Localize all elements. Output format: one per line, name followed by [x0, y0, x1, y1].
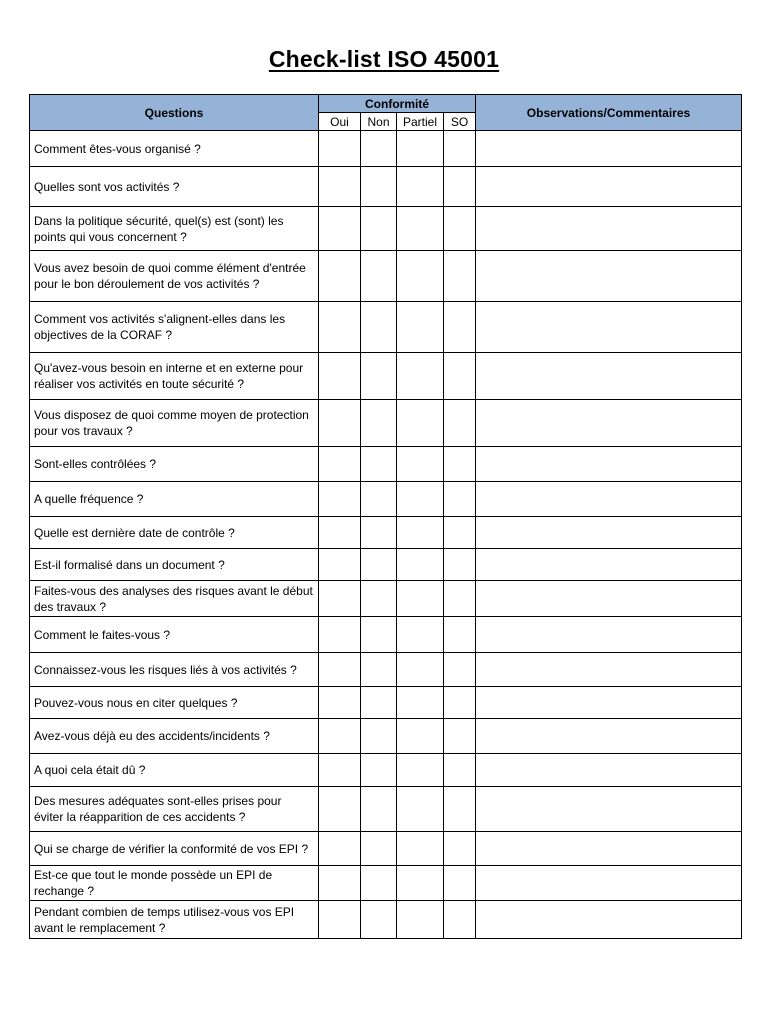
checkbox-cell-non[interactable]	[361, 653, 397, 687]
header-non: Non	[361, 113, 397, 131]
checkbox-cell-so[interactable]	[444, 617, 476, 653]
checkbox-cell-partiel[interactable]	[397, 549, 444, 581]
header-observations: Observations/Commentaires	[476, 95, 742, 131]
checkbox-cell-so[interactable]	[444, 901, 476, 939]
checkbox-cell-non[interactable]	[361, 517, 397, 549]
checkbox-cell-partiel[interactable]	[397, 901, 444, 939]
checkbox-cell-partiel[interactable]	[397, 866, 444, 901]
question-cell: Est-il formalisé dans un document ?	[30, 549, 319, 581]
checkbox-cell-so[interactable]	[444, 517, 476, 549]
table-row	[30, 207, 742, 251]
observation-cell[interactable]	[476, 549, 742, 581]
checkbox-cell-oui[interactable]	[319, 617, 361, 653]
header-so: SO	[444, 113, 476, 131]
checkbox-cell-non[interactable]	[361, 832, 397, 866]
checkbox-cell-so[interactable]	[444, 787, 476, 832]
question-cell: Sont-elles contrôlées ?	[30, 447, 319, 482]
checkbox-cell-oui[interactable]	[319, 302, 361, 353]
checkbox-cell-partiel[interactable]	[397, 581, 444, 617]
table-row	[30, 482, 742, 517]
checkbox-cell-partiel[interactable]	[397, 653, 444, 687]
table-row	[30, 687, 742, 719]
observation-cell[interactable]	[476, 866, 742, 901]
checkbox-cell-oui[interactable]	[319, 482, 361, 517]
table-row	[30, 653, 742, 687]
table-row	[30, 581, 742, 617]
checkbox-cell-oui[interactable]	[319, 400, 361, 447]
checkbox-cell-partiel[interactable]	[397, 832, 444, 866]
observation-cell[interactable]	[476, 251, 742, 302]
table-row	[30, 447, 742, 482]
question-cell: Comment vos activités s'alignent-elles dans les objectives de la CORAF ?	[30, 302, 319, 353]
question-cell: Pouvez-vous nous en citer quelques ?	[30, 687, 319, 719]
checkbox-cell-non[interactable]	[361, 787, 397, 832]
observation-cell[interactable]	[476, 131, 742, 167]
table-row	[30, 131, 742, 167]
checkbox-cell-oui[interactable]	[319, 581, 361, 617]
question-cell: Des mesures adéquates sont-elles prises pour éviter la réapparition de ces accidents ?	[30, 787, 319, 832]
checkbox-cell-non[interactable]	[361, 901, 397, 939]
question-cell: Avez-vous déjà eu des accidents/incidents ?	[30, 719, 319, 754]
checkbox-cell-so[interactable]	[444, 482, 476, 517]
checkbox-cell-oui[interactable]	[319, 832, 361, 866]
checkbox-cell-partiel[interactable]	[397, 251, 444, 302]
table-row	[30, 832, 742, 866]
checkbox-cell-non[interactable]	[361, 207, 397, 251]
checkbox-cell-non[interactable]	[361, 581, 397, 617]
page-title: Check-list ISO 45001	[268, 46, 500, 72]
question-cell: A quoi cela était dû ?	[30, 754, 319, 787]
checkbox-cell-non[interactable]	[361, 617, 397, 653]
checkbox-cell-partiel[interactable]	[397, 617, 444, 653]
checkbox-cell-so[interactable]	[444, 866, 476, 901]
checkbox-cell-so[interactable]	[444, 447, 476, 482]
header-questions: Questions	[30, 95, 319, 131]
checkbox-cell-so[interactable]	[444, 687, 476, 719]
table-row	[30, 754, 742, 787]
observation-cell[interactable]	[476, 353, 742, 400]
observation-cell[interactable]	[476, 302, 742, 353]
checkbox-cell-oui[interactable]	[319, 866, 361, 901]
checkbox-cell-so[interactable]	[444, 653, 476, 687]
observation-cell[interactable]	[476, 754, 742, 787]
checkbox-cell-oui[interactable]	[319, 131, 361, 167]
checkbox-cell-so[interactable]	[444, 251, 476, 302]
header-conformite: Conformité	[319, 95, 476, 113]
question-cell: Est-ce que tout le monde possède un EPI de rechange ?	[30, 866, 319, 901]
question-cell: Vous avez besoin de quoi comme élément d'entrée pour le bon déroulement de vos activités ?	[30, 251, 319, 302]
checkbox-cell-non[interactable]	[361, 754, 397, 787]
checkbox-cell-partiel[interactable]	[397, 719, 444, 754]
checklist-table	[29, 94, 742, 939]
checkbox-cell-so[interactable]	[444, 207, 476, 251]
checkbox-cell-partiel[interactable]	[397, 754, 444, 787]
checkbox-cell-partiel[interactable]	[397, 447, 444, 482]
observation-cell[interactable]	[476, 687, 742, 719]
checkbox-cell-partiel[interactable]	[397, 687, 444, 719]
table-row	[30, 901, 742, 939]
table-row	[30, 719, 742, 754]
table-row	[30, 549, 742, 581]
checkbox-cell-so[interactable]	[444, 719, 476, 754]
checkbox-cell-partiel[interactable]	[397, 353, 444, 400]
checkbox-cell-so[interactable]	[444, 131, 476, 167]
table-row	[30, 617, 742, 653]
observation-cell[interactable]	[476, 617, 742, 653]
question-cell: Qu'avez-vous besoin en interne et en externe pour réaliser vos activités en toute sécurité ?	[30, 353, 319, 400]
table-row	[30, 353, 742, 400]
observation-cell[interactable]	[476, 787, 742, 832]
table-row	[30, 400, 742, 447]
table-row	[30, 302, 742, 353]
checkbox-cell-non[interactable]	[361, 400, 397, 447]
checkbox-cell-partiel[interactable]	[397, 302, 444, 353]
checkbox-cell-oui[interactable]	[319, 517, 361, 549]
checkbox-cell-partiel[interactable]	[397, 400, 444, 447]
checkbox-cell-partiel[interactable]	[397, 167, 444, 207]
checkbox-cell-non[interactable]	[361, 131, 397, 167]
header-partiel: Partiel	[397, 113, 444, 131]
question-cell: Pendant combien de temps utilisez-vous vos EPI avant le remplacement ?	[30, 901, 319, 939]
checkbox-cell-partiel[interactable]	[397, 482, 444, 517]
table-row	[30, 866, 742, 901]
checkbox-cell-non[interactable]	[361, 353, 397, 400]
checkbox-cell-oui[interactable]	[319, 251, 361, 302]
checkbox-cell-partiel[interactable]	[397, 207, 444, 251]
question-cell: Vous disposez de quoi comme moyen de protection pour vos travaux ?	[30, 400, 319, 447]
checkbox-cell-so[interactable]	[444, 581, 476, 617]
checkbox-cell-non[interactable]	[361, 482, 397, 517]
observation-cell[interactable]	[476, 719, 742, 754]
checkbox-cell-oui[interactable]	[319, 549, 361, 581]
checkbox-cell-oui[interactable]	[319, 901, 361, 939]
observation-cell[interactable]	[476, 400, 742, 447]
question-cell: Qui se charge de vérifier la conformité de vos EPI ?	[30, 832, 319, 866]
table-row	[30, 787, 742, 832]
question-cell: Quelles sont vos activités ?	[30, 167, 319, 207]
checkbox-cell-oui[interactable]	[319, 653, 361, 687]
checkbox-cell-so[interactable]	[444, 167, 476, 207]
checkbox-cell-non[interactable]	[361, 719, 397, 754]
checkbox-cell-oui[interactable]	[319, 719, 361, 754]
checkbox-cell-non[interactable]	[361, 302, 397, 353]
checkbox-cell-non[interactable]	[361, 251, 397, 302]
checkbox-cell-oui[interactable]	[319, 687, 361, 719]
observation-cell[interactable]	[476, 517, 742, 549]
observation-cell[interactable]	[476, 581, 742, 617]
checkbox-cell-oui[interactable]	[319, 207, 361, 251]
checkbox-cell-non[interactable]	[361, 549, 397, 581]
question-cell: Quelle est dernière date de contrôle ?	[30, 517, 319, 549]
question-cell: Comment êtes-vous organisé ?	[30, 131, 319, 167]
checkbox-cell-oui[interactable]	[319, 787, 361, 832]
header-oui: Oui	[319, 113, 361, 131]
checkbox-cell-oui[interactable]	[319, 167, 361, 207]
table-row	[30, 251, 742, 302]
question-cell: Faites-vous des analyses des risques avant le début des travaux ?	[30, 581, 319, 617]
question-cell: Comment le faites-vous ?	[30, 617, 319, 653]
checkbox-cell-non[interactable]	[361, 167, 397, 207]
observation-cell[interactable]	[476, 901, 742, 939]
checkbox-cell-non[interactable]	[361, 687, 397, 719]
checkbox-cell-non[interactable]	[361, 866, 397, 901]
checkbox-cell-so[interactable]	[444, 549, 476, 581]
question-cell: Dans la politique sécurité, quel(s) est (sont) les points qui vous concernent ?	[30, 207, 319, 251]
checkbox-cell-oui[interactable]	[319, 447, 361, 482]
checkbox-cell-so[interactable]	[444, 353, 476, 400]
checkbox-cell-partiel[interactable]	[397, 131, 444, 167]
checkbox-cell-so[interactable]	[444, 754, 476, 787]
observation-cell[interactable]	[476, 653, 742, 687]
observation-cell[interactable]	[476, 207, 742, 251]
checkbox-cell-so[interactable]	[444, 400, 476, 447]
observation-cell[interactable]	[476, 832, 742, 866]
checkbox-cell-so[interactable]	[444, 302, 476, 353]
checkbox-cell-oui[interactable]	[319, 353, 361, 400]
checkbox-cell-oui[interactable]	[319, 754, 361, 787]
checkbox-cell-partiel[interactable]	[397, 787, 444, 832]
observation-cell[interactable]	[476, 482, 742, 517]
checkbox-cell-partiel[interactable]	[397, 517, 444, 549]
checkbox-cell-non[interactable]	[361, 447, 397, 482]
table-row	[30, 517, 742, 549]
checkbox-cell-so[interactable]	[444, 832, 476, 866]
observation-cell[interactable]	[476, 447, 742, 482]
observation-cell[interactable]	[476, 167, 742, 207]
question-cell: Connaissez-vous les risques liés à vos activités ?	[30, 653, 319, 687]
table-row	[30, 167, 742, 207]
question-cell: A quelle fréquence ?	[30, 482, 319, 517]
